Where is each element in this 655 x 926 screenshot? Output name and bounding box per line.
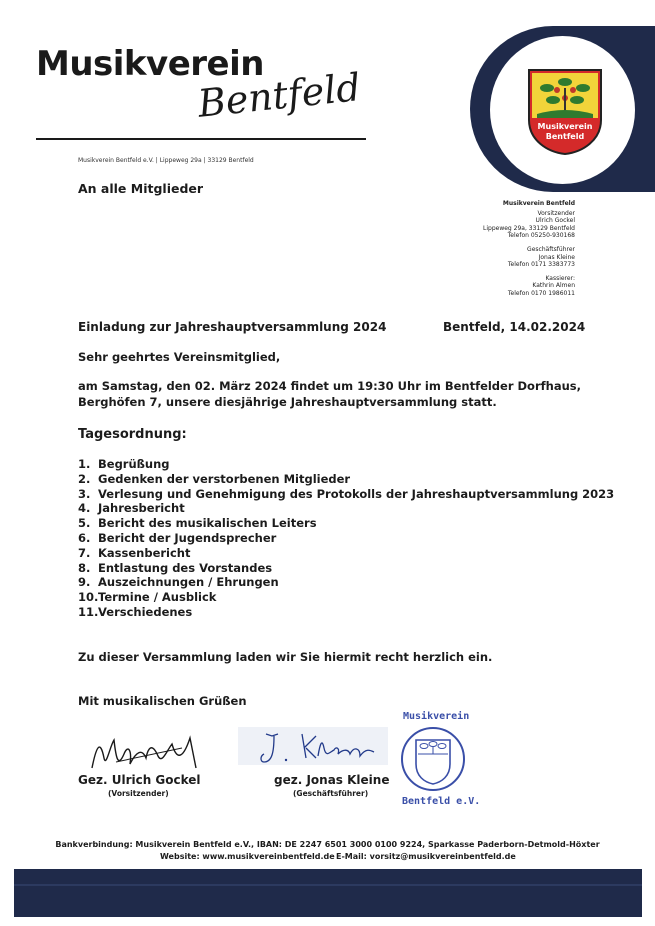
letter-subject: Einladung zur Jahreshauptversammlung 2024 (78, 320, 387, 334)
agenda-item-number: 4. (78, 501, 91, 516)
agenda-list (78, 457, 614, 620)
agenda-item-text: Jahresbericht (98, 501, 185, 516)
bank-details: Bankverbindung: Musikverein Bentfeld e.V., IBAN: DE 2247 6501 3000 0100 9224, Sparkasse Paderborn-Detmold-Höxter (55, 840, 600, 849)
agenda-item-text: Gedenken der verstorbenen Mitglieder (98, 471, 351, 486)
stamp-bottom-text: Bentfeld e.V. (402, 796, 481, 807)
logo-text-line1: Musikverein (537, 122, 593, 131)
agenda-item-text: Termine / Ausblick (98, 590, 217, 605)
treasurer-phone: Telefon 0170 1986011 (507, 289, 575, 297)
treasurer-role: Kassierer: (545, 274, 575, 282)
logo-text-line2: Bentfeld (545, 132, 585, 141)
sidebar-org-name: Musikverein Bentfeld (502, 200, 575, 207)
stamp-top-text: Musikverein (403, 711, 470, 722)
chair-address: Lippeweg 29a, 33129 Bentfeld (483, 224, 575, 232)
invitation-sentence: Zu dieser Versammlung laden wir Sie hiermit recht herzlich ein. (78, 650, 493, 664)
letter-salutation: Sehr geehrtes Vereinsmitglied, (78, 350, 281, 364)
agenda-item-number: 3. (78, 486, 91, 501)
agenda-item (78, 457, 614, 472)
manager-role: Geschäftsführer (527, 245, 575, 253)
agenda-item (78, 605, 614, 620)
chair-role-signed: (Vorsitzender) (108, 789, 169, 798)
chair-name-signed: Gez. Ulrich Gockel (78, 773, 201, 787)
agenda-item-number: 11. (78, 604, 99, 619)
agenda-item-text: Auszeichnungen / Ehrungen (98, 575, 279, 590)
agenda-item-number: 5. (78, 516, 91, 531)
chair-phone: Telefon 05250-930168 (507, 232, 575, 240)
agenda-item-number: 1. (78, 457, 91, 471)
sidebar-treasurer (405, 275, 575, 298)
letter-closing: Mit musikalischen Grüßen (78, 694, 247, 708)
agenda-item-text: Begrüßung (98, 457, 170, 471)
footer-bar (14, 869, 642, 917)
letter-place-date: Bentfeld, 14.02.2024 (443, 320, 586, 334)
logo-text (527, 122, 603, 142)
agenda-item (78, 575, 614, 590)
agenda-item-text: Entlastung des Vorstandes (98, 560, 273, 575)
agenda-item-text: Bericht der Jugendsprecher (98, 530, 277, 545)
agenda-item-text: Verschiedenes (98, 604, 193, 619)
sender-address-line: Musikverein Bentfeld e.V. | Lippeweg 29a | 33129 Bentfeld (78, 157, 254, 164)
agenda-item-number: 10. (78, 590, 99, 605)
agenda-item-number: 9. (78, 575, 91, 590)
agenda-item (78, 472, 614, 487)
manager-name: Jonas Kleine (538, 253, 575, 261)
agenda-item (78, 501, 614, 516)
contact-sidebar (405, 200, 575, 304)
chair-name: Ulrich Gockel (535, 217, 575, 225)
agenda-item (78, 516, 614, 531)
letterhead-title: Musikverein (36, 44, 264, 84)
agenda-item-text: Verlesung und Genehmigung des Protokolls der Jahreshauptversammlung 2023 (98, 486, 615, 501)
recipient: An alle Mitglieder (78, 181, 204, 196)
letterhead-script-title: Bentfeld (195, 65, 363, 126)
agenda-item-number: 7. (78, 545, 91, 560)
manager-signature-icon (256, 728, 386, 768)
agenda-item-text: Bericht des musikalischen Leiters (98, 516, 317, 531)
sidebar-manager (405, 246, 575, 269)
manager-name-signed: gez. Jonas Kleine (274, 773, 390, 787)
agenda-item-number: 8. (78, 560, 91, 575)
club-stamp-icon (398, 724, 468, 794)
email-line[interactable]: E-Mail: vorsitz@musikvereinbentfeld.de (336, 852, 516, 861)
letterhead-divider (36, 138, 366, 140)
agenda-item (78, 561, 614, 576)
manager-role-signed: (Geschäftsführer) (293, 789, 369, 798)
agenda-title: Tagesordnung: (78, 427, 187, 442)
chair-role: Vorsitzender (537, 209, 575, 217)
agenda-item (78, 590, 614, 605)
agenda-item (78, 546, 614, 561)
sidebar-chair (405, 210, 575, 240)
agenda-item (78, 487, 614, 502)
website-line[interactable]: Website: www.musikvereinbentfeld.de (160, 852, 335, 861)
agenda-item (78, 531, 614, 546)
coat-of-arms-icon (527, 68, 603, 156)
treasurer-name: Kathrin Almen (532, 282, 575, 290)
manager-phone: Telefon 0171 3383773 (507, 261, 575, 269)
chair-signature-icon (86, 728, 216, 776)
agenda-item-number: 6. (78, 530, 91, 545)
agenda-item-number: 2. (78, 471, 91, 486)
agenda-item-text: Kassenbericht (98, 545, 191, 560)
letter-intro: am Samstag, den 02. März 2024 findet um 19:30 Uhr im Bentfelder Dorfhaus, Berghöfen 7, unsere diesjährige Jahreshauptversammlung statt. (78, 379, 581, 409)
footer-stripe (14, 884, 642, 886)
